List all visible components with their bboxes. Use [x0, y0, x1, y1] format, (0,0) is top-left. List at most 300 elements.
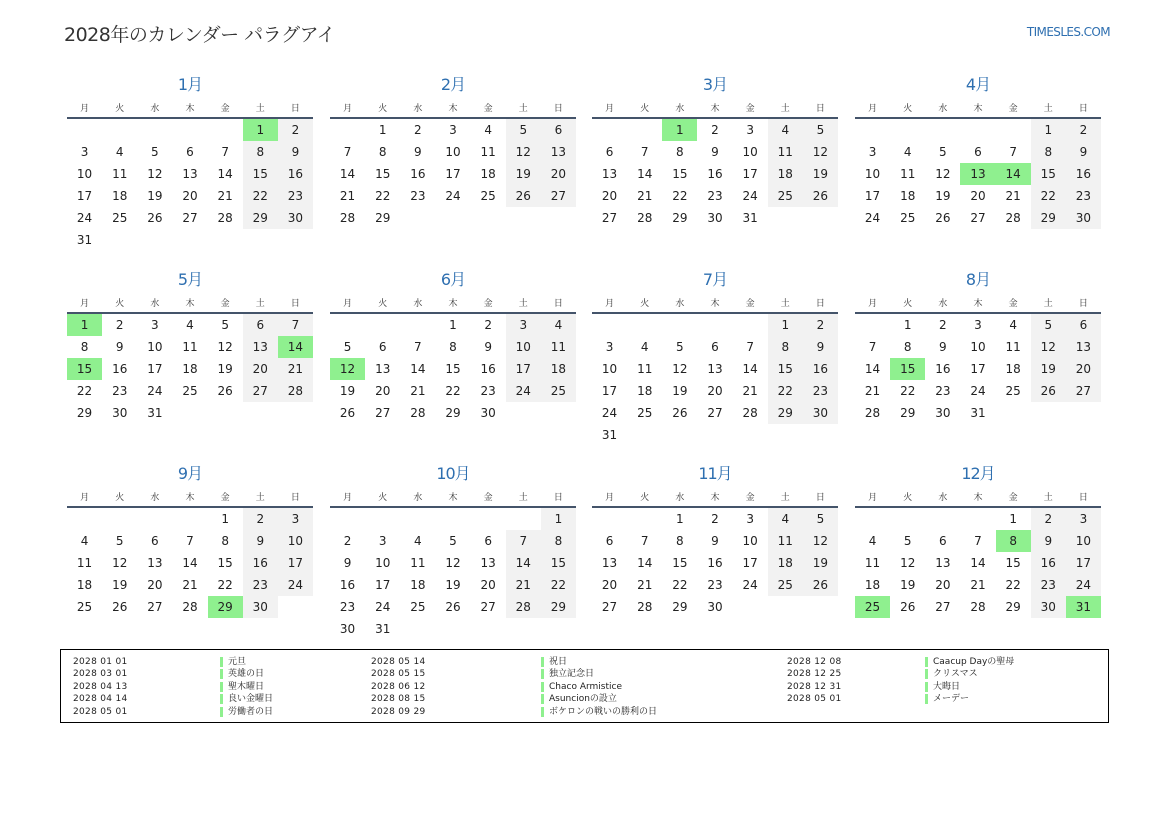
day-cell[interactable]: 28 — [182, 600, 198, 614]
day-cell[interactable]: 2 — [803, 313, 838, 336]
day-cell[interactable]: 3 — [868, 145, 877, 159]
day-cell[interactable]: 15 — [672, 556, 688, 570]
day-cell[interactable]: 29 — [76, 406, 93, 420]
day-cell[interactable]: 22 — [445, 384, 461, 398]
day-cell[interactable]: 20 — [970, 189, 986, 203]
day-cell[interactable]: 9 — [803, 336, 838, 358]
day-cell[interactable]: 25 — [541, 380, 576, 402]
day-cell[interactable]: 13 — [480, 556, 496, 570]
day-cell[interactable]: 3 — [746, 123, 754, 137]
day-cell[interactable]: 8 — [1031, 141, 1066, 163]
day-cell[interactable]: 4 — [484, 123, 492, 137]
day-cell[interactable]: 17 — [864, 189, 881, 203]
day-cell[interactable]: 12 — [1031, 336, 1066, 358]
day-cell[interactable]: 4 — [868, 534, 877, 548]
day-cell[interactable]: 6 — [605, 534, 614, 548]
day-cell[interactable]: 16 — [935, 362, 951, 376]
day-cell[interactable]: 14 — [637, 167, 653, 181]
day-cell[interactable]: 25 — [900, 211, 916, 225]
day-cell[interactable]: 24 — [445, 189, 461, 203]
day-cell[interactable]: 11 — [768, 530, 803, 552]
day-cell[interactable]: 31 — [375, 622, 391, 636]
day-cell[interactable]: 30 — [707, 211, 723, 225]
day-cell[interactable]: 27 — [541, 185, 576, 207]
day-cell[interactable]: 3 — [278, 507, 313, 530]
day-cell[interactable]: 27 — [601, 211, 618, 225]
day-cell[interactable]: 10 — [278, 530, 313, 552]
day-cell[interactable]: 24 — [147, 384, 163, 398]
day-cell[interactable]: 9 — [1066, 141, 1101, 163]
day-cell[interactable]: 25 — [112, 211, 128, 225]
day-cell[interactable]: 30 — [112, 406, 128, 420]
day-cell[interactable]: 16 — [243, 552, 278, 574]
day-cell[interactable]: 5 — [803, 118, 838, 141]
day-cell[interactable]: 21 — [864, 384, 881, 398]
day-cell[interactable]: 22 — [243, 185, 278, 207]
day-cell[interactable]: 24 — [1066, 574, 1101, 596]
day-cell[interactable]: 19 — [217, 362, 233, 376]
day-cell[interactable]: 11 — [900, 167, 916, 181]
day-cell[interactable]: 10 — [742, 534, 758, 548]
day-cell[interactable]: 31 — [601, 428, 618, 442]
day-cell[interactable]: 22 — [1031, 185, 1066, 207]
day-cell[interactable]: 21 — [217, 189, 233, 203]
day-cell[interactable]: 28 — [864, 406, 881, 420]
day-cell[interactable]: 12 — [935, 167, 951, 181]
day-cell[interactable]: 26 — [935, 211, 951, 225]
day-cell[interactable]: 29 — [768, 402, 803, 424]
day-cell[interactable]: 26 — [803, 185, 838, 207]
day-cell[interactable]: 31 — [1066, 596, 1101, 618]
day-cell[interactable]: 26 — [147, 211, 163, 225]
day-cell[interactable]: 14 — [217, 167, 233, 181]
day-cell[interactable]: 26 — [217, 384, 233, 398]
day-cell[interactable]: 24 — [970, 384, 986, 398]
day-cell[interactable]: 29 — [243, 207, 278, 229]
day-cell[interactable]: 30 — [707, 600, 723, 614]
day-cell[interactable]: 23 — [339, 600, 356, 614]
day-cell[interactable]: 12 — [803, 141, 838, 163]
day-cell[interactable]: 17 — [742, 167, 758, 181]
day-cell[interactable]: 25 — [410, 600, 426, 614]
day-cell[interactable]: 12 — [445, 556, 461, 570]
day-cell[interactable]: 28 — [742, 406, 758, 420]
day-cell[interactable]: 21 — [637, 189, 653, 203]
day-cell[interactable]: 4 — [768, 118, 803, 141]
day-cell[interactable]: 1 — [221, 512, 229, 526]
day-cell[interactable]: 16 — [278, 163, 313, 185]
day-cell[interactable]: 13 — [1066, 336, 1101, 358]
day-cell[interactable]: 27 — [147, 600, 163, 614]
day-cell[interactable]: 8 — [449, 340, 457, 354]
day-cell[interactable]: 7 — [746, 340, 754, 354]
day-cell[interactable]: 17 — [1066, 552, 1101, 574]
day-cell[interactable]: 27 — [243, 380, 278, 402]
day-cell[interactable]: 12 — [147, 167, 163, 181]
day-cell[interactable]: 22 — [768, 380, 803, 402]
day-cell[interactable]: 1 — [1009, 512, 1017, 526]
day-cell[interactable]: 29 — [541, 596, 576, 618]
day-cell[interactable]: 24 — [375, 600, 391, 614]
day-cell[interactable]: 10 — [864, 167, 881, 181]
day-cell[interactable]: 29 — [672, 211, 688, 225]
day-cell[interactable]: 7 — [640, 145, 649, 159]
day-cell[interactable]: 2 — [278, 118, 313, 141]
day-cell[interactable]: 11 — [541, 336, 576, 358]
day-cell[interactable]: 26 — [900, 600, 916, 614]
day-cell[interactable]: 24 — [506, 380, 541, 402]
day-cell[interactable]: 4 — [186, 318, 194, 332]
day-cell[interactable]: 31 — [970, 406, 986, 420]
day-cell[interactable]: 3 — [80, 145, 89, 159]
day-cell[interactable]: 5 — [449, 534, 457, 548]
day-cell[interactable]: 4 — [414, 534, 422, 548]
day-cell[interactable]: 20 — [601, 578, 618, 592]
day-cell[interactable]: 14 — [742, 362, 758, 376]
day-cell[interactable]: 18 — [768, 552, 803, 574]
day-cell[interactable]: 19 — [506, 163, 541, 185]
day-cell[interactable]: 10 — [76, 167, 93, 181]
day-cell[interactable]: 16 — [410, 167, 426, 181]
day-cell[interactable]: 7 — [278, 313, 313, 336]
day-cell[interactable]: 14 — [182, 556, 198, 570]
day-cell[interactable]: 14 — [637, 556, 653, 570]
day-cell[interactable]: 15 — [541, 552, 576, 574]
day-cell[interactable]: 16 — [707, 167, 723, 181]
day-cell[interactable]: 30 — [803, 402, 838, 424]
day-cell[interactable]: 16 — [1066, 163, 1101, 185]
day-cell[interactable]: 22 — [672, 578, 688, 592]
day-cell[interactable]: 28 — [1005, 211, 1021, 225]
day-cell[interactable]: 16 — [339, 578, 356, 592]
day-cell[interactable]: 1 — [243, 118, 278, 141]
day-cell[interactable]: 17 — [742, 556, 758, 570]
day-cell[interactable]: 25 — [1005, 384, 1021, 398]
day-cell[interactable]: 11 — [76, 556, 93, 570]
day-cell[interactable]: 15 — [445, 362, 461, 376]
day-cell[interactable]: 14 — [506, 552, 541, 574]
day-cell[interactable]: 11 — [637, 362, 653, 376]
day-cell[interactable]: 29 — [672, 600, 688, 614]
day-cell[interactable]: 19 — [445, 578, 461, 592]
day-cell[interactable]: 3 — [151, 318, 159, 332]
day-cell[interactable]: 26 — [1031, 380, 1066, 402]
day-cell[interactable]: 14 — [339, 167, 356, 181]
day-cell[interactable]: 10 — [1066, 530, 1101, 552]
day-cell[interactable]: 13 — [243, 336, 278, 358]
day-cell[interactable]: 25 — [480, 189, 496, 203]
day-cell[interactable]: 29 — [1031, 207, 1066, 229]
day-cell[interactable]: 1 — [541, 507, 576, 530]
day-cell[interactable]: 16 — [1031, 552, 1066, 574]
day-cell[interactable]: 28 — [970, 600, 986, 614]
day-cell[interactable]: 6 — [711, 340, 719, 354]
day-cell[interactable]: 2 — [243, 507, 278, 530]
day-cell[interactable]: 1 — [662, 118, 697, 141]
day-cell[interactable]: 31 — [742, 211, 758, 225]
day-cell[interactable]: 19 — [147, 189, 163, 203]
day-cell[interactable]: 15 — [1005, 556, 1021, 570]
day-cell[interactable]: 26 — [672, 406, 688, 420]
day-cell[interactable]: 28 — [637, 211, 653, 225]
day-cell[interactable]: 19 — [112, 578, 128, 592]
day-cell[interactable]: 7 — [974, 534, 982, 548]
day-cell[interactable]: 19 — [935, 189, 951, 203]
day-cell[interactable]: 11 — [182, 340, 198, 354]
day-cell[interactable]: 24 — [278, 574, 313, 596]
day-cell[interactable]: 17 — [445, 167, 461, 181]
day-cell[interactable]: 15 — [890, 358, 925, 380]
day-cell[interactable]: 21 — [1005, 189, 1021, 203]
day-cell[interactable]: 9 — [711, 534, 719, 548]
day-cell[interactable]: 29 — [445, 406, 461, 420]
day-cell[interactable]: 4 — [640, 340, 649, 354]
day-cell[interactable]: 27 — [375, 406, 391, 420]
day-cell[interactable]: 31 — [147, 406, 163, 420]
day-cell[interactable]: 13 — [960, 163, 995, 185]
day-cell[interactable]: 17 — [970, 362, 986, 376]
day-cell[interactable]: 19 — [803, 163, 838, 185]
day-cell[interactable]: 22 — [1005, 578, 1021, 592]
day-cell[interactable]: 8 — [768, 336, 803, 358]
day-cell[interactable]: 23 — [243, 574, 278, 596]
day-cell[interactable]: 24 — [76, 211, 93, 225]
day-cell[interactable]: 7 — [414, 340, 422, 354]
day-cell[interactable]: 28 — [410, 406, 426, 420]
day-cell[interactable]: 9 — [243, 530, 278, 552]
day-cell[interactable]: 27 — [1066, 380, 1101, 402]
day-cell[interactable]: 9 — [1031, 530, 1066, 552]
day-cell[interactable]: 2 — [939, 318, 947, 332]
day-cell[interactable]: 2 — [343, 534, 352, 548]
day-cell[interactable]: 12 — [217, 340, 233, 354]
day-cell[interactable]: 1 — [1031, 118, 1066, 141]
day-cell[interactable]: 13 — [601, 556, 618, 570]
day-cell[interactable]: 4 — [80, 534, 89, 548]
day-cell[interactable]: 8 — [903, 340, 912, 354]
day-cell[interactable]: 11 — [1005, 340, 1021, 354]
day-cell[interactable]: 30 — [1066, 207, 1101, 229]
day-cell[interactable]: 25 — [855, 596, 890, 618]
day-cell[interactable]: 13 — [375, 362, 391, 376]
day-cell[interactable]: 2 — [414, 123, 422, 137]
day-cell[interactable]: 10 — [375, 556, 391, 570]
day-cell[interactable]: 7 — [1009, 145, 1017, 159]
day-cell[interactable]: 21 — [637, 578, 653, 592]
day-cell[interactable]: 12 — [672, 362, 688, 376]
day-cell[interactable]: 12 — [506, 141, 541, 163]
day-cell[interactable]: 4 — [1009, 318, 1017, 332]
day-cell[interactable]: 24 — [601, 406, 618, 420]
day-cell[interactable]: 18 — [182, 362, 198, 376]
day-cell[interactable]: 16 — [803, 358, 838, 380]
day-cell[interactable]: 20 — [147, 578, 163, 592]
day-cell[interactable]: 10 — [601, 362, 618, 376]
day-cell[interactable]: 24 — [864, 211, 881, 225]
day-cell[interactable]: 27 — [707, 406, 723, 420]
day-cell[interactable]: 25 — [76, 600, 93, 614]
day-cell[interactable]: 25 — [182, 384, 198, 398]
day-cell[interactable]: 17 — [76, 189, 93, 203]
day-cell[interactable]: 25 — [768, 185, 803, 207]
day-cell[interactable]: 21 — [278, 358, 313, 380]
day-cell[interactable]: 11 — [112, 167, 128, 181]
day-cell[interactable]: 4 — [903, 145, 912, 159]
day-cell[interactable]: 28 — [217, 211, 233, 225]
day-cell[interactable]: 28 — [637, 600, 653, 614]
day-cell[interactable]: 22 — [541, 574, 576, 596]
day-cell[interactable]: 5 — [1031, 313, 1066, 336]
day-cell[interactable]: 14 — [864, 362, 881, 376]
day-cell[interactable]: 3 — [974, 318, 982, 332]
day-cell[interactable]: 10 — [742, 145, 758, 159]
day-cell[interactable]: 26 — [506, 185, 541, 207]
day-cell[interactable]: 30 — [480, 406, 496, 420]
day-cell[interactable]: 27 — [601, 600, 618, 614]
day-cell[interactable]: 1 — [768, 313, 803, 336]
day-cell[interactable]: 5 — [343, 340, 352, 354]
day-cell[interactable]: 22 — [900, 384, 916, 398]
day-cell[interactable]: 8 — [541, 530, 576, 552]
day-cell[interactable]: 23 — [480, 384, 496, 398]
day-cell[interactable]: 26 — [445, 600, 461, 614]
day-cell[interactable]: 23 — [112, 384, 128, 398]
day-cell[interactable]: 12 — [803, 530, 838, 552]
day-cell[interactable]: 1 — [903, 318, 912, 332]
day-cell[interactable]: 13 — [541, 141, 576, 163]
day-cell[interactable]: 8 — [676, 534, 684, 548]
day-cell[interactable]: 29 — [375, 211, 391, 225]
day-cell[interactable]: 2 — [484, 318, 492, 332]
day-cell[interactable]: 21 — [742, 384, 758, 398]
day-cell[interactable]: 16 — [480, 362, 496, 376]
day-cell[interactable]: 7 — [221, 145, 229, 159]
day-cell[interactable]: 11 — [480, 145, 496, 159]
day-cell[interactable]: 20 — [541, 163, 576, 185]
day-cell[interactable]: 16 — [707, 556, 723, 570]
day-cell[interactable]: 8 — [378, 145, 387, 159]
day-cell[interactable]: 12 — [330, 358, 365, 380]
day-cell[interactable]: 30 — [935, 406, 951, 420]
day-cell[interactable]: 17 — [601, 384, 618, 398]
day-cell[interactable]: 20 — [243, 358, 278, 380]
day-cell[interactable]: 9 — [278, 141, 313, 163]
day-cell[interactable]: 19 — [339, 384, 356, 398]
day-cell[interactable]: 23 — [803, 380, 838, 402]
day-cell[interactable]: 21 — [410, 384, 426, 398]
day-cell[interactable]: 30 — [243, 596, 278, 618]
day-cell[interactable]: 20 — [1066, 358, 1101, 380]
day-cell[interactable]: 17 — [375, 578, 391, 592]
day-cell[interactable]: 18 — [768, 163, 803, 185]
day-cell[interactable]: 30 — [1031, 596, 1066, 618]
day-cell[interactable]: 24 — [742, 189, 758, 203]
day-cell[interactable]: 11 — [768, 141, 803, 163]
day-cell[interactable]: 5 — [676, 340, 684, 354]
day-cell[interactable]: 18 — [480, 167, 496, 181]
day-cell[interactable]: 21 — [182, 578, 198, 592]
day-cell[interactable]: 5 — [506, 118, 541, 141]
day-cell[interactable]: 27 — [935, 600, 951, 614]
day-cell[interactable]: 13 — [707, 362, 723, 376]
day-cell[interactable]: 3 — [506, 313, 541, 336]
day-cell[interactable]: 14 — [278, 336, 313, 358]
day-cell[interactable]: 16 — [112, 362, 128, 376]
day-cell[interactable]: 18 — [112, 189, 128, 203]
day-cell[interactable]: 15 — [1031, 163, 1066, 185]
day-cell[interactable]: 8 — [221, 534, 229, 548]
day-cell[interactable]: 18 — [1005, 362, 1021, 376]
day-cell[interactable]: 23 — [1066, 185, 1101, 207]
day-cell[interactable]: 19 — [1031, 358, 1066, 380]
day-cell[interactable]: 28 — [339, 211, 356, 225]
day-cell[interactable]: 23 — [410, 189, 426, 203]
day-cell[interactable]: 6 — [541, 118, 576, 141]
day-cell[interactable]: 8 — [996, 530, 1031, 552]
day-cell[interactable]: 2 — [1066, 118, 1101, 141]
day-cell[interactable]: 4 — [768, 507, 803, 530]
day-cell[interactable]: 17 — [278, 552, 313, 574]
day-cell[interactable]: 8 — [80, 340, 89, 354]
day-cell[interactable]: 5 — [221, 318, 229, 332]
day-cell[interactable]: 9 — [484, 340, 492, 354]
site-link[interactable]: TIMESLES.COM — [1026, 25, 1110, 39]
day-cell[interactable]: 22 — [672, 189, 688, 203]
day-cell[interactable]: 2 — [711, 123, 719, 137]
day-cell[interactable]: 12 — [900, 556, 916, 570]
day-cell[interactable]: 11 — [410, 556, 426, 570]
day-cell[interactable]: 21 — [970, 578, 986, 592]
day-cell[interactable]: 22 — [375, 189, 391, 203]
day-cell[interactable]: 20 — [375, 384, 391, 398]
day-cell[interactable]: 20 — [480, 578, 496, 592]
day-cell[interactable]: 6 — [378, 340, 387, 354]
day-cell[interactable]: 29 — [208, 596, 243, 618]
day-cell[interactable]: 20 — [935, 578, 951, 592]
day-cell[interactable]: 4 — [115, 145, 124, 159]
day-cell[interactable]: 6 — [1066, 313, 1101, 336]
day-cell[interactable]: 19 — [672, 384, 688, 398]
day-cell[interactable]: 6 — [186, 145, 194, 159]
day-cell[interactable]: 17 — [147, 362, 163, 376]
day-cell[interactable]: 9 — [711, 145, 719, 159]
day-cell[interactable]: 18 — [76, 578, 93, 592]
day-cell[interactable]: 13 — [935, 556, 951, 570]
day-cell[interactable]: 10 — [445, 145, 461, 159]
day-cell[interactable]: 9 — [343, 556, 352, 570]
day-cell[interactable]: 23 — [707, 578, 723, 592]
day-cell[interactable]: 6 — [605, 145, 614, 159]
day-cell[interactable]: 1 — [449, 318, 457, 332]
day-cell[interactable]: 7 — [343, 145, 352, 159]
day-cell[interactable]: 29 — [1005, 600, 1021, 614]
day-cell[interactable]: 23 — [1031, 574, 1066, 596]
day-cell[interactable]: 27 — [480, 600, 496, 614]
day-cell[interactable]: 8 — [243, 141, 278, 163]
day-cell[interactable]: 5 — [903, 534, 912, 548]
day-cell[interactable]: 23 — [935, 384, 951, 398]
day-cell[interactable]: 14 — [970, 556, 986, 570]
day-cell[interactable]: 10 — [970, 340, 986, 354]
day-cell[interactable]: 18 — [410, 578, 426, 592]
day-cell[interactable]: 29 — [900, 406, 916, 420]
day-cell[interactable]: 15 — [217, 556, 233, 570]
day-cell[interactable]: 26 — [112, 600, 128, 614]
day-cell[interactable]: 9 — [939, 340, 947, 354]
day-cell[interactable]: 17 — [506, 358, 541, 380]
day-cell[interactable]: 30 — [339, 622, 356, 636]
day-cell[interactable]: 13 — [147, 556, 163, 570]
